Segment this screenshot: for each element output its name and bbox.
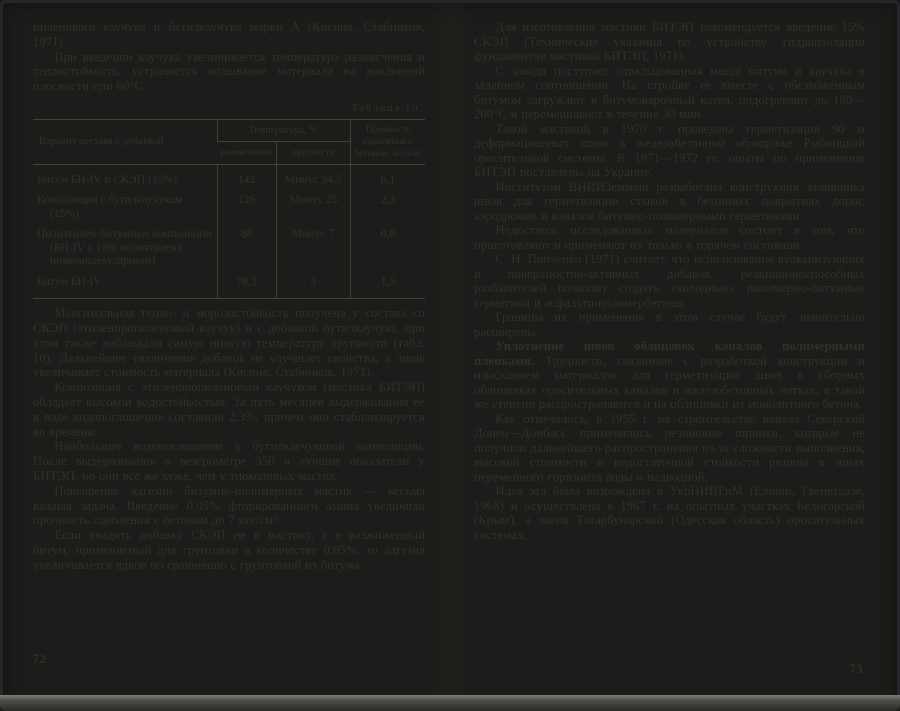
cell-strength: 1,5 xyxy=(351,272,426,299)
paragraph: Такой мастикой в 1970 г. проведена герметизация 90 м деформационных швов в железобетонной облицовке Рыбницкой оросительной системы. В 1971—1972 гг. опыты по применению БИТЭП поставлены на Украине. xyxy=(474,121,865,179)
cell-softening: 142 xyxy=(217,164,276,190)
paragraph: Композиция с этиленпропиленовым каучуком (мастика БИТЭП) обладает высокой водостойкостью. За пять месяцев выдерживания ее в воде водопоглощение составило 2,3%, причем оно стабилизируется во времени. xyxy=(33,380,425,439)
paragraph: Как отмечалось, в 1955 г. на строительстве канала Северский Донец—Донбасс применялись резиновые шпонки, которые не получили дальнейшего распространения из-за сложности выполнения, высокой стоимости и недостаточной стойкости резины в зонах переменного горизонта воды и надводной. xyxy=(474,411,865,484)
cell-variant: Композиция с бутилкаучуком (15%) xyxy=(37,193,183,220)
column-header-brittleness: хрупкости xyxy=(276,142,350,165)
table-caption: Таблица 10 xyxy=(351,101,419,114)
cell-variant: Битум БН-IV и СКЭП (15%) xyxy=(37,172,178,186)
paragraph: Максимальная тепло- и морозостойкость получена у состава со СКЭП (этиленпропиленовый каучук) и с добавкой бутилкаучука, при этом также наблюдали самую низкую температуру хрупкости (табл. 10). Дальнейшее увеличение добавок не улучшает свойства, а лишь увеличивает стоимость материала (Кисина, Стабников, 1971). xyxy=(33,306,425,380)
paragraph: Границы их применения в этом случае будут значительно расширены. xyxy=(474,310,865,339)
paragraph: Идея эта была возрождена в УкрНИИГиМ (Елшин, Гвенетадзе, 1968) и осуществлена в 1967 г. на опытных участках Белогорской (Крым), а затем Татарбунарской (Одесская область) оросительных системах, xyxy=(474,484,865,542)
paragraph: С завода поступает отвальцованная масса битума и каучука в заданном соотношении. На стройке ее вместе с обезвоженным битумом загружают в битумоварочный котел, подогревают до 180—200°С и перемешивают в течение 30 мин. xyxy=(474,63,865,121)
table-row xyxy=(33,272,425,299)
table-row xyxy=(33,190,425,224)
page-number-left: 72 xyxy=(33,652,47,666)
table-row xyxy=(33,224,425,272)
cell-brittleness: Минус 7 xyxy=(276,224,350,272)
paragraph: Если вводить добавку СКЭП не в мастику, а в разжиженный битум, применяемый для грунтовки в количестве 0,05%, то адгезия увеличивается вдвое по сравнению с грунтовкой из битума. xyxy=(33,528,425,572)
paragraph: Повышение адгезии битумно-полимерных мастик — весьма важная задача. Введение 0,05% фторированного амина увеличило прочность сцепления с бетоном до 7 кгс/см². xyxy=(33,483,425,528)
paragraph: С. Н. Попченко (1971) считает, что использование вулканизующих и поверхностно-активных добавок, реакционноспособных разбавителей позволит создать «холодные» полимерно-битумные герметики и асфальто-полимербетоны. xyxy=(474,252,865,310)
cell-strength: 6,1 xyxy=(351,164,426,190)
paragraph xyxy=(474,339,865,412)
cell-variant: Полиэтилен-битумные композиции (БН-IV с 10% полиэтилена низкомолекулярного) xyxy=(37,227,212,268)
paragraph: Наибольшее водопоглощение у бутилкаучуковой композиции. После выдерживания в везерометре 350 ч лучшие показатели у БИТЭП, но они все же хуже, чем у тиоколовых мастик. xyxy=(33,439,425,483)
cell-strength: 0,8 xyxy=(351,224,426,272)
cell-strength: 2,3 xyxy=(351,190,426,224)
page-right xyxy=(450,0,900,711)
paragraph: Недостаток исследованных материалов состоит в том, что приготовляют и применяют их только в горячем состоянии. xyxy=(474,223,865,252)
composition-table xyxy=(33,119,425,296)
run-in-heading: Уплотнение швов облицовок каналов полимерными пленками. xyxy=(474,339,865,368)
cell-softening: 78,5 xyxy=(217,272,276,299)
column-header-strength: Прочность сцепления с бетоном, кгс/см² xyxy=(351,119,426,164)
cell-variant: Битум БН-IV xyxy=(37,274,102,288)
paragraph: пиленового каучука и бутилкаучука марки А (Кисина, Стабников, 1971). xyxy=(33,20,425,49)
table-row xyxy=(33,164,425,190)
paragraph: При введении каучука увеличивается температура размягчения и теплостойкость, устраняется оплывание материала на наклонной плоскости при 60°С. xyxy=(33,49,425,94)
cell-softening: 126 xyxy=(217,190,276,224)
paragraph: Для изготовления мастики БИТЭП рекомендуется введение 15% СКЭП (Технические указания по устройству гидроизоляции фундаментов мастикой БИТЭП, 1971). xyxy=(474,20,865,63)
column-header-softening: размягчения xyxy=(217,142,276,165)
paragraph-text: Трудности, связанные с разработкой конструкции и изысканием материалов для герметизации швов в сборных облицовках оросительных каналов и железобетонных лотках, в такой же степени распространяются и на облицовки из монолитного бетона. xyxy=(474,353,865,411)
cell-brittleness: 5 xyxy=(276,272,350,299)
cell-brittleness: Минус 25 xyxy=(276,190,350,224)
cell-softening: 88 xyxy=(217,224,276,272)
book-page-block-edge xyxy=(0,695,900,711)
paragraph: Институтом ВНИИЗеммаш разработана конструкция заливщика швов для герметизации стыков в бетонных покрытиях дорог, аэродромов и каналов битумно-полимерными герметиками. xyxy=(474,179,865,223)
page-number-right: 73 xyxy=(849,662,863,676)
cell-brittleness: Минус 34,5 xyxy=(276,164,350,190)
table-header-row xyxy=(33,119,425,142)
column-header-temperature: Температура, °С xyxy=(217,119,350,142)
column-header-variant: Вариант состава с добавкой xyxy=(33,119,217,164)
